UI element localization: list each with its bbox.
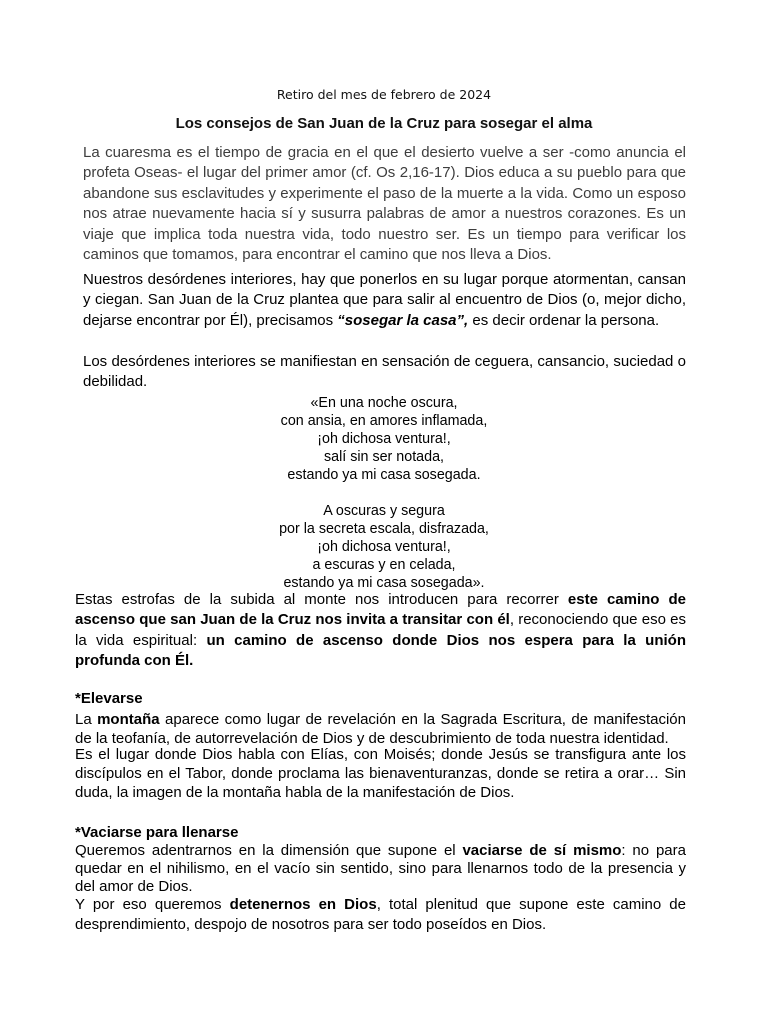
intro-paragraph: La cuaresma es el tiempo de gracia en el que el desierto vuelve a ser -como anuncia el profeta Oseas- el lugar del primer amor (cf. Os 2,16-17). Dios educa a su pueblo para que abandone sus esclavitudes y experimente el paso de la muerte a la vida. Como un esposo nos atrae nuevamente hacia sí y susurra palabras de amor a nuestros corazones. Es un viaje que implica toda nuestra vida, todo nuestro ser. Es un tiempo para verificar los caminos que tomamos, para encontrar el camino que nos lleva a Dios. — [83, 144, 686, 264]
bold-run: un camino de ascenso donde Dios nos espera para la unión profunda con Él. — [75, 631, 686, 670]
bold-run: vaciarse de sí mismo — [462, 842, 622, 859]
vaciarse-paragraph — [75, 842, 686, 897]
vaciarse-paragraph-2 — [75, 895, 686, 935]
text-run: Nuestros desórdenes interiores, hay que ponerlos en su lugar porque atormentan, cansan y ciegan. San Juan de la Cruz plantea que para salir al encuentro de Dios (o, mejor dicho, dejarse encontrar por Él), precisamos — [83, 271, 686, 329]
elevarse-paragraph — [75, 710, 686, 748]
poem-line: ¡oh dichosa ventura!, — [317, 539, 451, 555]
text-run: : no para quedar en el nihilismo, en el vacío sin sentido, sino para llenarnos todo de la presencia y del amor de Dios. — [75, 842, 686, 896]
symptoms-paragraph: Los desórdenes interiores se manifiestan en sensación de ceguera, cansancio, suciedad o debilidad. — [83, 353, 686, 391]
document-title: Los consejos de San Juan de la Cruz para sosegar el alma — [175, 115, 593, 132]
stanza-break — [0, 484, 768, 502]
poem-line: estando ya mi casa sosegada». — [283, 575, 485, 591]
poem-line: salí sin ser notada, — [323, 449, 444, 465]
bold-run: montaña — [97, 711, 160, 728]
bold-run: detenernos en Dios — [229, 896, 377, 913]
poem-line: estando ya mi casa sosegada. — [287, 467, 481, 483]
text-run: aparece como lugar de revelación en la Sagrada Escritura, de manifestación de la teofanía, de autorrevelación de Dios y de descubrimiento de toda nuestra identidad. — [75, 711, 686, 748]
elevarse-paragraph-2: Es el lugar donde Dios habla con Elías, con Moisés; donde Jesús se transfigura ante los discípulos en el Tabor, donde proclama las bienaventuranzas, donde se retira a orar… Sin duda, la imagen de la montaña habla de la manifestación de Dios. — [75, 746, 686, 802]
text-run: La — [75, 711, 98, 728]
text-run: Queremos adentrarnos en la dimensión que supone el — [75, 842, 463, 859]
poem-line: A oscuras y segura — [323, 503, 445, 519]
disorders-paragraph — [83, 270, 686, 331]
text-run: Y por eso queremos — [75, 896, 230, 913]
text-run: es decir ordenar la persona. — [468, 311, 660, 329]
document-meta-line: Retiro del mes de febrero de 2024 — [276, 87, 492, 102]
text-run: , total plenitud que supone este camino de desprendimiento, despojo de nosotros para ser todo poseídos en Dios. — [75, 896, 686, 933]
poem-block — [0, 394, 768, 592]
ascent-paragraph — [75, 590, 686, 672]
emphasis-quote: “sosegar la casa”, — [337, 311, 469, 329]
poem-line: «En una noche oscura, — [310, 395, 458, 411]
poem-line: por la secreta escala, disfrazada, — [279, 521, 489, 537]
section-heading-elevarse: *Elevarse — [75, 690, 143, 707]
text-run: , reconociendo que eso es la vida espiritual: — [75, 611, 686, 649]
bold-run: este camino de ascenso que san Juan de la Cruz nos invita a transitar con él — [75, 591, 686, 629]
poem-line: con ansia, en amores inflamada, — [280, 413, 488, 429]
poem-line: ¡oh dichosa ventura!, — [317, 431, 451, 447]
section-heading-vaciarse: *Vaciarse para llenarse — [75, 824, 239, 841]
poem-line: a escuras y en celada, — [312, 557, 456, 573]
text-run: Estas estrofas de la subida al monte nos introducen para recorrer — [75, 591, 568, 608]
